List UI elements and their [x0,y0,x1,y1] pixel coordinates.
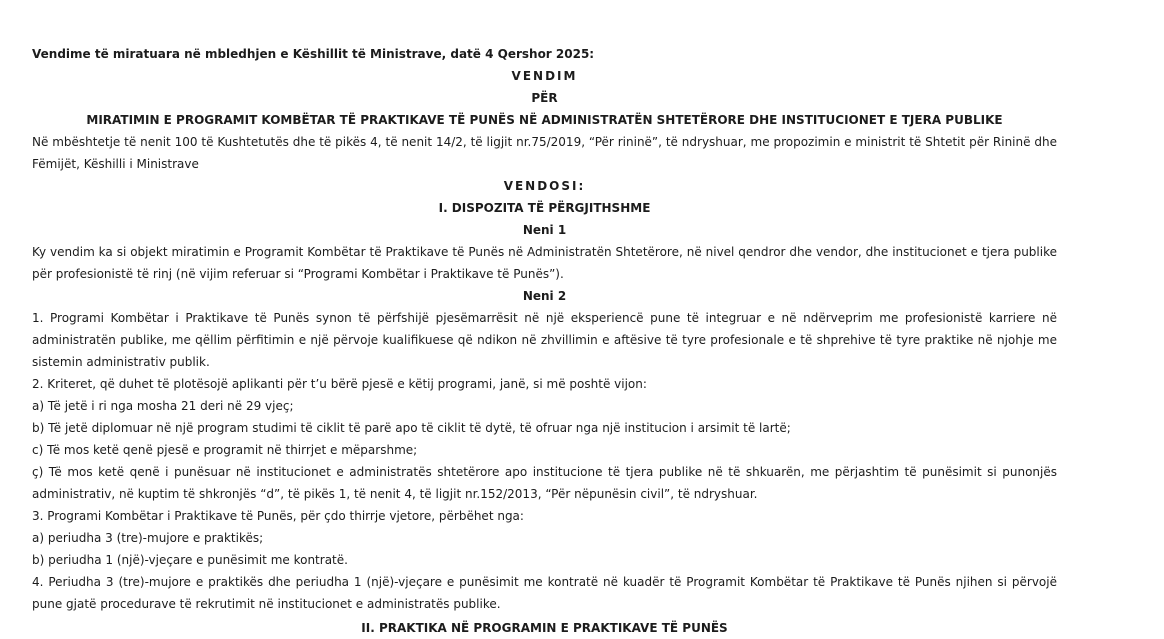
section-2-title: II. PRAKTIKA NË PROGRAMIN E PRAKTIKAVE TË PUNËS [361,621,728,635]
document-body [32,43,1057,635]
article-2-title: Neni 2 [522,289,567,303]
article-2-paragraph: 3. Programi Kombëtar i Praktikave të Punës, për çdo thirrje vjetore, përbëhet nga: [32,509,524,523]
document-heading: Vendime të miratuara në mbledhjen e Këshillit të Ministrave, datë 4 Qershor 2025: [32,47,595,61]
preamble-paragraph: Në mbështetje të nenit 100 të Kushtetutës dhe të pikës 4, të nenit 14/2, të ligjit nr.75/2019, “Për rininë”, të ndryshuar, me propozimin e ministrit të Shtetit për Rininë dhe Fëmijët, Këshilli i Ministrave [32,135,1057,171]
article-2-list-item: ç) Të mos ketë qenë i punësuar në institucionet e administratës shtetërore apo institucione të tjera publike në të shkuarën, me përjashtim të punësimit si punonjës administrativ, në kuptim të shkronjës “d”, të pikës 1, të nenit 4, të ligjit nr.152/2013, “Për nëpunësin civil”, të ndryshuar. [32,465,1057,501]
article-2-list-item: a) periudha 3 (tre)-mujore e praktikës; [32,531,264,545]
article-2-paragraph: 4. Periudha 3 (tre)-mujore e praktikës dhe periudha 1 (një)-vjeçare e punësimit me kontratë në kuadër të Programit Kombëtar të Praktikave të Punës njihen si përvojë pune gjatë procedurave të rekrutimit në institucionet e administratës publike. [32,575,1057,611]
article-1-paragraph: Ky vendim ka si objekt miratimin e Programit Kombëtar të Praktikave të Punës në Administratën Shtetërore, në nivel qendror dhe vendor, dhe institucionet e tjera publike për profesionistë të rinj (në vijim referuar si “Programi Kombëtar i Praktikave të Punës”). [32,245,1057,281]
per-label: PËR [531,91,558,105]
article-2-paragraph: 1. Programi Kombëtar i Praktikave të Punës synon të përfshijë pjesëmarrësit në një eksperiencë pune të integruar e në ndërveprim me profesionistë karriere në administratën publike, me qëllim përfitimin e një përvoje kualifikuese që ndikon në zhvillimin e aftësive të tyre profesionale e të shprehive të tyre praktike në njohje me sistemin administrativ publik. [32,311,1057,369]
article-2-list-item: a) Të jetë i ri nga mosha 21 deri në 29 vjeç; [32,399,294,413]
decision-label: VENDIM [511,69,578,83]
article-2-list-item: b) Të jetë diplomuar në një program studimi të ciklit të parë apo të ciklit të dytë, të ofruar nga një institucion i arsimit të lartë; [32,421,791,435]
decides-label: VENDOSI: [503,179,586,193]
article-2-paragraph: 2. Kriteret, që duhet të plotësojë aplikanti për t’u bërë pjesë e këtij programi, janë, si më poshtë vijon: [32,377,647,391]
section-1-title: I. DISPOZITA TË PËRGJITHSHME [438,201,651,215]
article-2-list-item: c) Të mos ketë qenë pjesë e programit në thirrjet e mëparshme; [32,443,418,457]
decision-title: MIRATIMIN E PROGRAMIT KOMBËTAR TË PRAKTIKAVE TË PUNËS NË ADMINISTRATËN SHTETËRORE DHE INSTITUCIONET E TJERA PUBLIKE [86,113,1003,127]
article-2-list-item: b) periudha 1 (një)-vjeçare e punësimit me kontratë. [32,553,348,567]
article-1-title: Neni 1 [522,223,567,237]
